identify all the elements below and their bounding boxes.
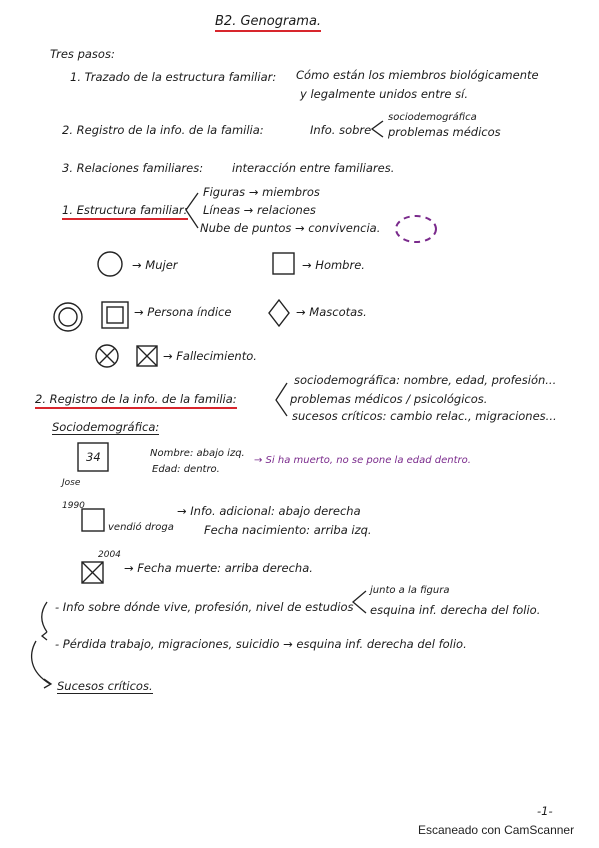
step2-brace-top: sociodemográfica — [388, 112, 477, 123]
brace-registro — [276, 383, 287, 416]
brace-step2 — [372, 121, 383, 137]
step2-brace-bottom: problemas médicos — [388, 125, 501, 139]
step1-label: 1. Trazado de la estructura familiar: — [70, 70, 277, 84]
estructura-heading: 1. Estructura familiar: — [62, 203, 188, 220]
info-lugar: - Info sobre dónde vive, profesión, nivel de estudios — [55, 600, 354, 614]
edad-position: Edad: dentro. — [152, 464, 220, 475]
step1-text2: y legalmente unidos entre sí. — [300, 87, 469, 101]
lugar-brace-top: junto a la figura — [370, 585, 450, 596]
step3-text: interacción entre familiares. — [232, 161, 395, 175]
scanner-footer: Escaneado con CamScanner — [418, 823, 575, 837]
registro-item-socio: sociodemográfica: nombre, edad, profesión... — [294, 373, 557, 387]
step3-label: 3. Relaciones familiares: — [62, 161, 204, 175]
sucesos-criticos: Sucesos críticos. — [57, 679, 153, 693]
brace-estructura — [186, 193, 198, 228]
death-age-note: → Si ha muerto, no se pone la edad dentro. — [254, 455, 471, 466]
page-title: B2. Genograma. — [215, 14, 321, 32]
indice-square-inner — [107, 307, 123, 323]
year-death: 2004 — [98, 550, 121, 560]
indice-circle-inner — [59, 308, 77, 326]
label-hombre: → Hombre. — [302, 258, 365, 272]
estructura-item-lineas: Líneas → relaciones — [203, 203, 316, 217]
occupation-example: vendió droga — [108, 522, 174, 533]
registro-item-sucesos: sucesos críticos: cambio relac., migraciones... — [292, 409, 557, 423]
year-birth: 1990 — [62, 501, 85, 511]
brace-lugar — [353, 591, 366, 613]
step2-text: Info. sobre — [310, 123, 372, 137]
mascota-diamond — [269, 300, 289, 326]
label-persona-indice: → Persona índice — [134, 305, 232, 319]
sociodemografica-subheading: Sociodemográfica: — [52, 420, 160, 434]
label-mujer: → Mujer — [132, 258, 178, 272]
estructura-item-nube: Nube de puntos → convivencia. — [200, 221, 381, 235]
label-fallecimiento: → Fallecimiento. — [163, 349, 257, 363]
fecha-nacimiento: Fecha nacimiento: arriba izq. — [204, 523, 372, 537]
hombre-square — [273, 253, 294, 274]
perdida-line: - Pérdida trabajo, migraciones, suicidio → esquina inf. derecha del folio. — [55, 637, 467, 651]
registro-heading: 2. Registro de la info. de la familia: — [35, 392, 237, 409]
example-name: Jose — [62, 478, 81, 488]
label-mascotas: → Mascotas. — [296, 305, 367, 319]
left-bracket — [42, 602, 47, 640]
fecha-muerte: → Fecha muerte: arriba derecha. — [124, 561, 313, 575]
step1-text1: Cómo están los miembros biológicamente — [296, 68, 539, 82]
nombre-position: Nombre: abajo izq. — [150, 448, 245, 459]
indice-square-outer — [102, 302, 128, 328]
age-value: 34 — [86, 450, 101, 464]
arrow-to-sucesos — [32, 641, 50, 684]
intro-heading: Tres pasos: — [50, 47, 115, 61]
indice-circle-outer — [54, 303, 82, 331]
mujer-circle — [98, 252, 122, 276]
info-adicional: → Info. adicional: abajo derecha — [177, 504, 361, 518]
step2-label: 2. Registro de la info. de la familia: — [62, 123, 264, 137]
page-number: -1- — [537, 804, 553, 818]
registro-item-medicos: problemas médicos / psicológicos. — [290, 392, 488, 406]
lugar-brace-bottom: esquina inf. derecha del folio. — [370, 603, 541, 617]
estructura-item-figuras: Figuras → miembros — [203, 185, 320, 199]
birth-square — [82, 509, 104, 531]
cloud-dots-shape — [396, 216, 436, 242]
